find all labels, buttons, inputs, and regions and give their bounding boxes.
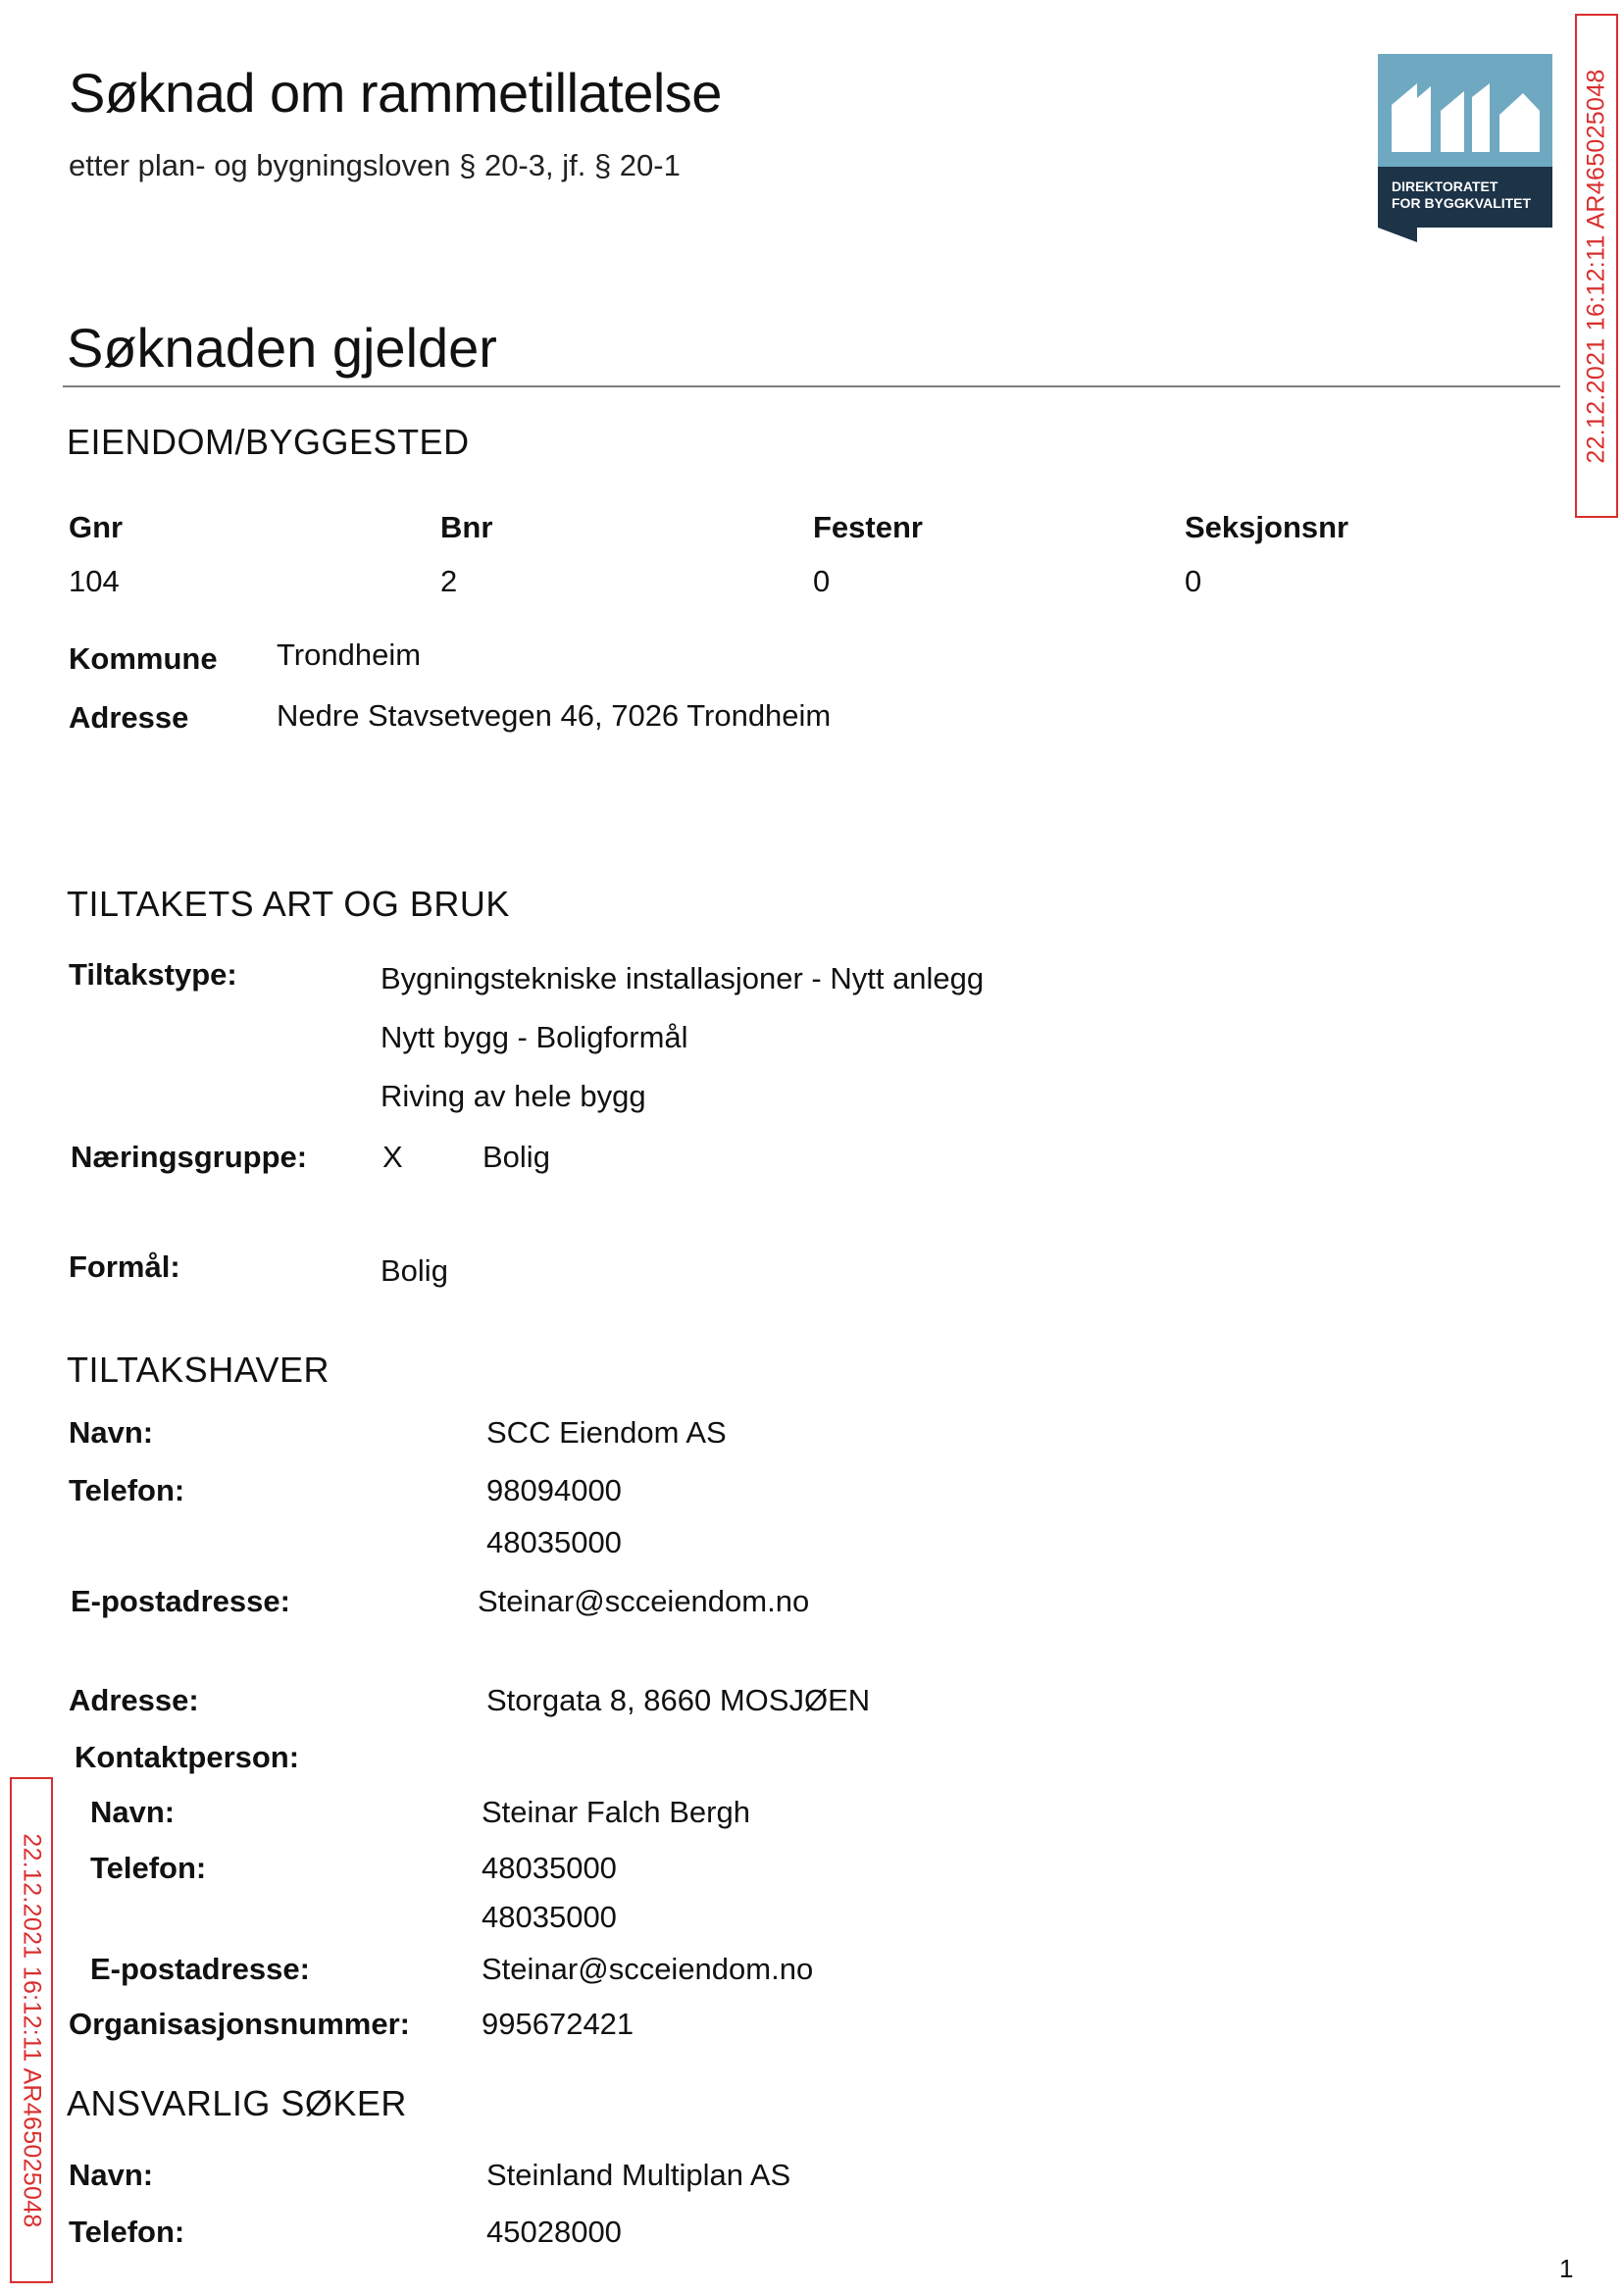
formal-label: Formål: [69,1249,180,1284]
kommune-value: Trondheim [277,637,422,672]
svg-text:DIREKTORATET: DIREKTORATET [1392,178,1498,194]
festenr-label: Festenr [813,510,923,544]
org-number-value: 995672421 [482,2007,634,2041]
adresse-value: Nedre Stavsetvegen 46, 7026 Trondheim [277,698,832,733]
adresse-label: Adresse [69,700,189,735]
property-heading: EIENDOM/BYGGESTED [67,422,470,462]
owner-email-value: Steinar@scceiendom.no [478,1584,810,1618]
contact-email-label: E-postadresse: [90,1952,310,1986]
gnr-label: Gnr [69,510,124,544]
tiltakstype-item: Bygningstekniske installasjoner - Nytt anlegg [381,961,985,995]
applicant-heading: ANSVARLIG SØKER [67,2083,407,2123]
formal-value: Bolig [381,1253,448,1288]
owner-name-value: SCC Eiendom AS [486,1415,727,1450]
seksjonsnr-value: 0 [1185,564,1202,598]
tiltakstype-item: Nytt bygg - Boligformål [381,1020,688,1054]
naeringsgruppe-value: Bolig [482,1140,550,1174]
contact-person-label: Kontaktperson: [75,1740,300,1774]
bnr-value: 2 [440,564,458,598]
dibk-logo-icon [1378,54,1552,242]
applicant-name-value: Steinland Multiplan AS [486,2158,791,2192]
festenr-value: 0 [813,564,831,598]
org-number-label: Organisasjonsnummer: [69,2007,410,2041]
owner-name-label: Navn: [69,1415,154,1450]
owner-phone-value: 98094000 [486,1473,622,1507]
section-title: Søknaden gjelder [67,317,497,379]
document-title: Søknad om rammetillatelse [69,62,722,124]
contact-name-value: Steinar Falch Bergh [482,1795,750,1829]
measure-heading: TILTAKETS ART OG BRUK [67,884,510,924]
applicant-phone-value: 45028000 [486,2215,622,2249]
document-subtitle: etter plan- og bygningsloven § 20-3, jf. § 20-1 [69,148,681,182]
contact-phone-value: 48035000 [482,1851,617,1885]
contact-phone-value: 48035000 [482,1900,617,1934]
tiltakstype-label: Tiltakstype: [69,957,237,992]
applicant-name-label: Navn: [69,2158,154,2192]
timestamp-stamp-left: 22.12.2021 16:12:11 AR465025048 [10,1777,53,2283]
contact-email-value: Steinar@scceiendom.no [482,1952,814,1986]
owner-phone-label: Telefon: [69,1473,185,1507]
seksjonsnr-label: Seksjonsnr [1185,510,1349,544]
svg-text:FOR BYGGKVALITET: FOR BYGGKVALITET [1392,195,1532,211]
contact-name-label: Navn: [90,1795,176,1829]
naeringsgruppe-label: Næringsgruppe: [71,1140,308,1174]
naeringsgruppe-code: X [382,1140,403,1174]
kommune-label: Kommune [69,641,218,676]
owner-heading: TILTAKSHAVER [67,1350,330,1390]
timestamp-stamp-right: 22.12.2021 16:12:11 AR465025048 [1575,14,1618,518]
applicant-phone-label: Telefon: [69,2215,185,2249]
gnr-value: 104 [69,564,120,598]
page-number: 1 [1559,2254,1574,2283]
contact-phone-label: Telefon: [90,1851,207,1885]
dibk-logo [1378,54,1552,242]
tiltakstype-item: Riving av hele bygg [381,1079,646,1113]
section-divider [63,385,1560,387]
owner-phone-value: 48035000 [486,1525,622,1559]
owner-address-label: Adresse: [69,1683,199,1717]
owner-email-label: E-postadresse: [71,1584,290,1618]
owner-address-value: Storgata 8, 8660 MOSJØEN [486,1683,871,1717]
bnr-label: Bnr [440,510,493,544]
